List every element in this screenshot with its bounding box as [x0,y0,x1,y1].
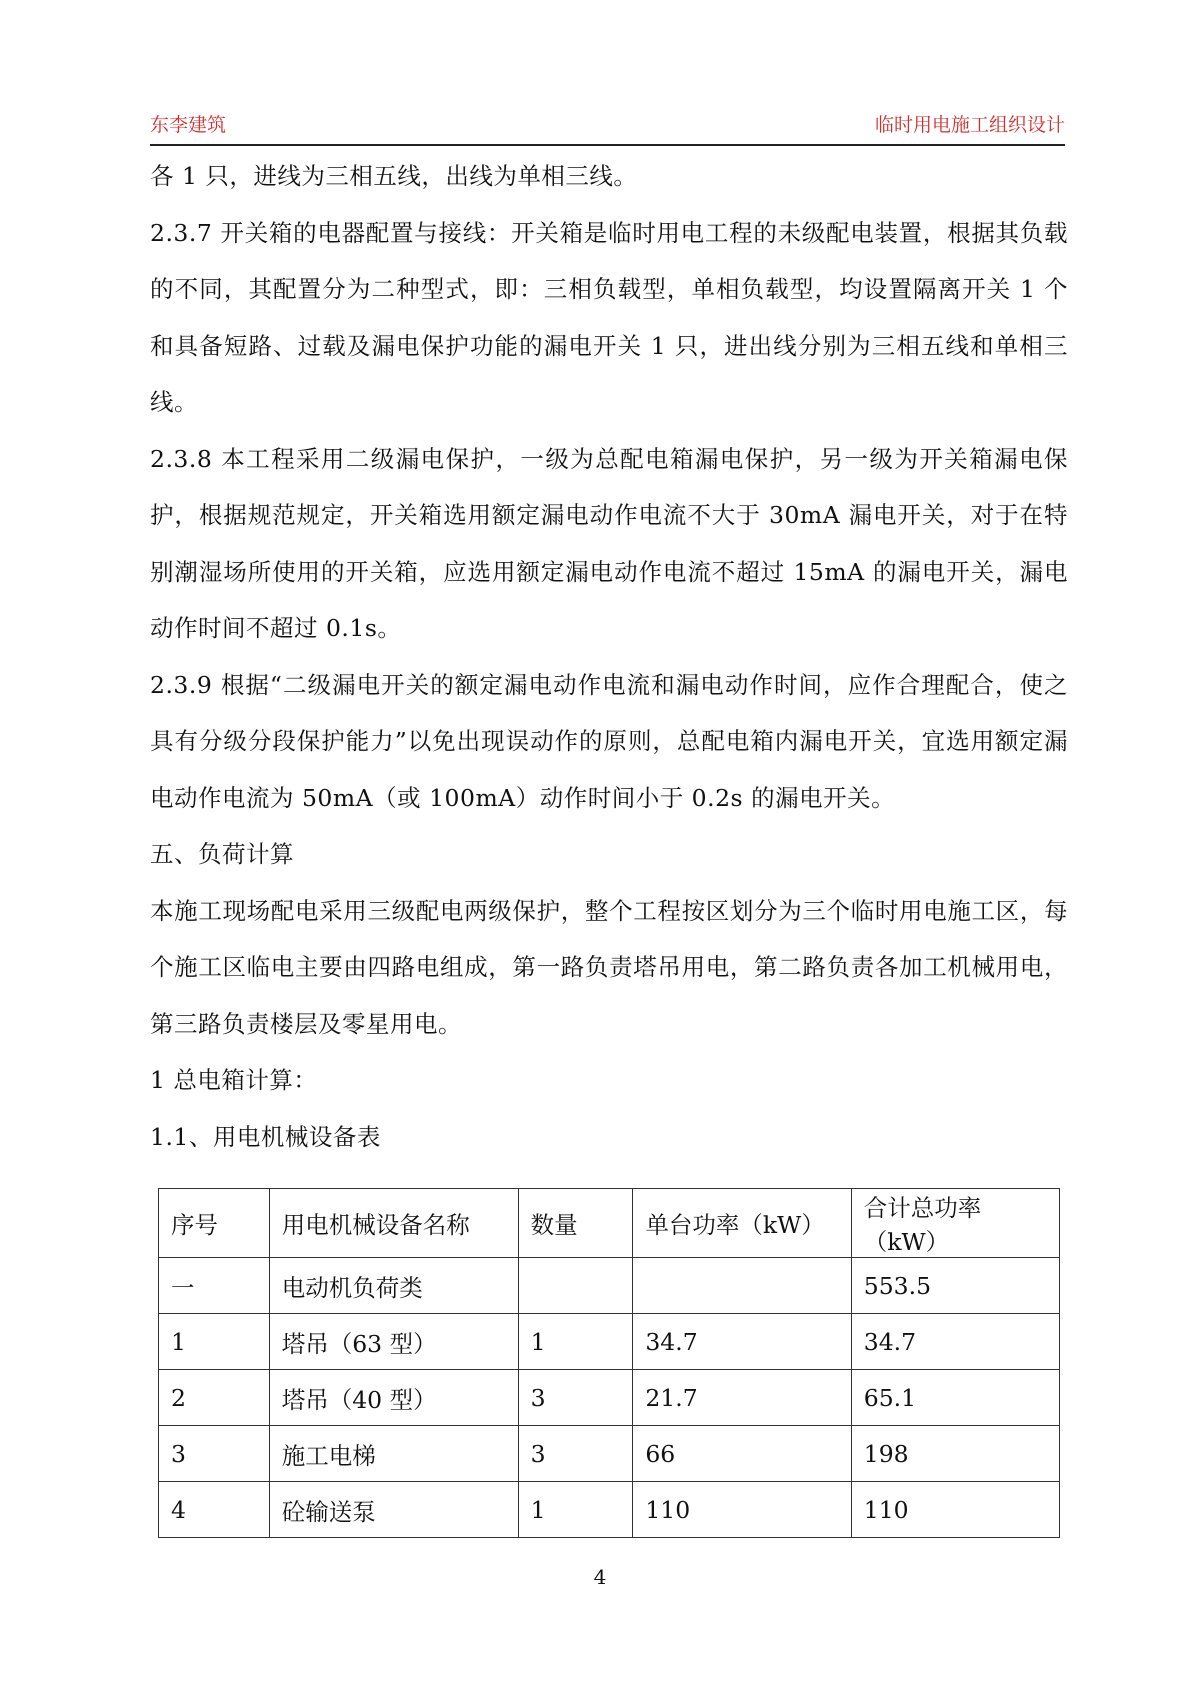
column-header: 合计总功率（kW） [851,1189,1059,1258]
table-cell: 电动机负荷类 [269,1258,518,1314]
subheading-main-box-calculation: 1 总电箱计算： [150,1066,318,1094]
header-company: 东李建筑 [150,114,227,136]
page-header [150,108,1065,146]
column-header: 用电机械设备名称 [269,1189,518,1258]
header-document-title: 临时用电施工组织设计 [874,114,1065,136]
page-number: 4 [593,1565,607,1589]
table-cell: 198 [851,1426,1059,1482]
table-cell: 4 [159,1482,270,1538]
column-header: 单台功率（kW） [633,1189,851,1258]
table-cell: 110 [633,1482,851,1538]
table-cell: 塔吊（63 型） [269,1314,518,1370]
table-row [159,1426,1060,1482]
paragraph-2-3-9: 2.3.9 根据“二级漏电开关的额定漏电动作电流和漏电动作时间，应作合理配合，使之具有分级分段保护能力”以免出现误动作的原则，总配电箱内漏电开关，宜选用额定漏电动作电流为 50mA（或 100mA）动作时间小于 0.2s 的漏电开关。 [150,670,1068,812]
table-cell [633,1258,851,1314]
table-cell: 66 [633,1426,851,1482]
paragraph-load-intro: 本施工现场配电采用三级配电两级保护，整个工程按区划分为三个临时用电施工区，每个施工区临电主要由四路电组成，第一路负责塔吊用电，第二路负责各加工机械用电，第三路负责楼层及零星用电。 [150,896,1068,1038]
table-cell: 1 [518,1482,633,1538]
table-cell: 65.1 [851,1370,1059,1426]
table-cell: 砼输送泵 [269,1482,518,1538]
table-cell [518,1258,633,1314]
table-row [159,1370,1060,1426]
paragraph-continuation: 各 1 只，进线为三相五线，出线为单相三线。 [150,162,638,190]
table-cell: 3 [518,1426,633,1482]
table-cell: 2 [159,1370,270,1426]
equipment-table [158,1188,1060,1538]
table-cell: 3 [518,1370,633,1426]
table-cell: 1 [518,1314,633,1370]
table-cell: 34.7 [633,1314,851,1370]
table-cell: 110 [851,1482,1059,1538]
table-cell: 1 [159,1314,270,1370]
paragraph-2-3-8: 2.3.8 本工程采用二级漏电保护，一级为总配电箱漏电保护，另一级为开关箱漏电保护，根据规范规定，开关箱选用额定漏电动作电流不大于 30mA 漏电开关，对于在特别潮湿场所使用的开关箱，应选用额定漏电动作电流不超过 15mA 的漏电开关，漏电动作时间不超过 0.1s。 [150,444,1068,642]
document-body [150,148,1068,1165]
table-cell: 施工电梯 [269,1426,518,1482]
table-row [159,1258,1060,1314]
section-heading-load-calculation: 五、负荷计算 [150,840,294,868]
table-cell: 553.5 [851,1258,1059,1314]
table-cell: 34.7 [851,1314,1059,1370]
table-cell: 3 [159,1426,270,1482]
paragraph-2-3-7: 2.3.7 开关箱的电器配置与接线：开关箱是临时用电工程的未级配电装置，根据其负载的不同，其配置分为二种型式，即：三相负载型，单相负载型，均设置隔离开关 1 个和具备短路、过载及漏电保护功能的漏电开关 1 只，进出线分别为三相五线和单相三线。 [150,218,1068,416]
subheading-equipment-table: 1.1、用电机械设备表 [150,1122,381,1151]
table-cell: 21.7 [633,1370,851,1426]
table-header-row [159,1189,1060,1258]
column-header: 序号 [159,1189,270,1258]
table-cell: 一 [159,1258,270,1314]
table-cell: 塔吊（40 型） [269,1370,518,1426]
column-header: 数量 [518,1189,633,1258]
table-row [159,1314,1060,1370]
table-row [159,1482,1060,1538]
